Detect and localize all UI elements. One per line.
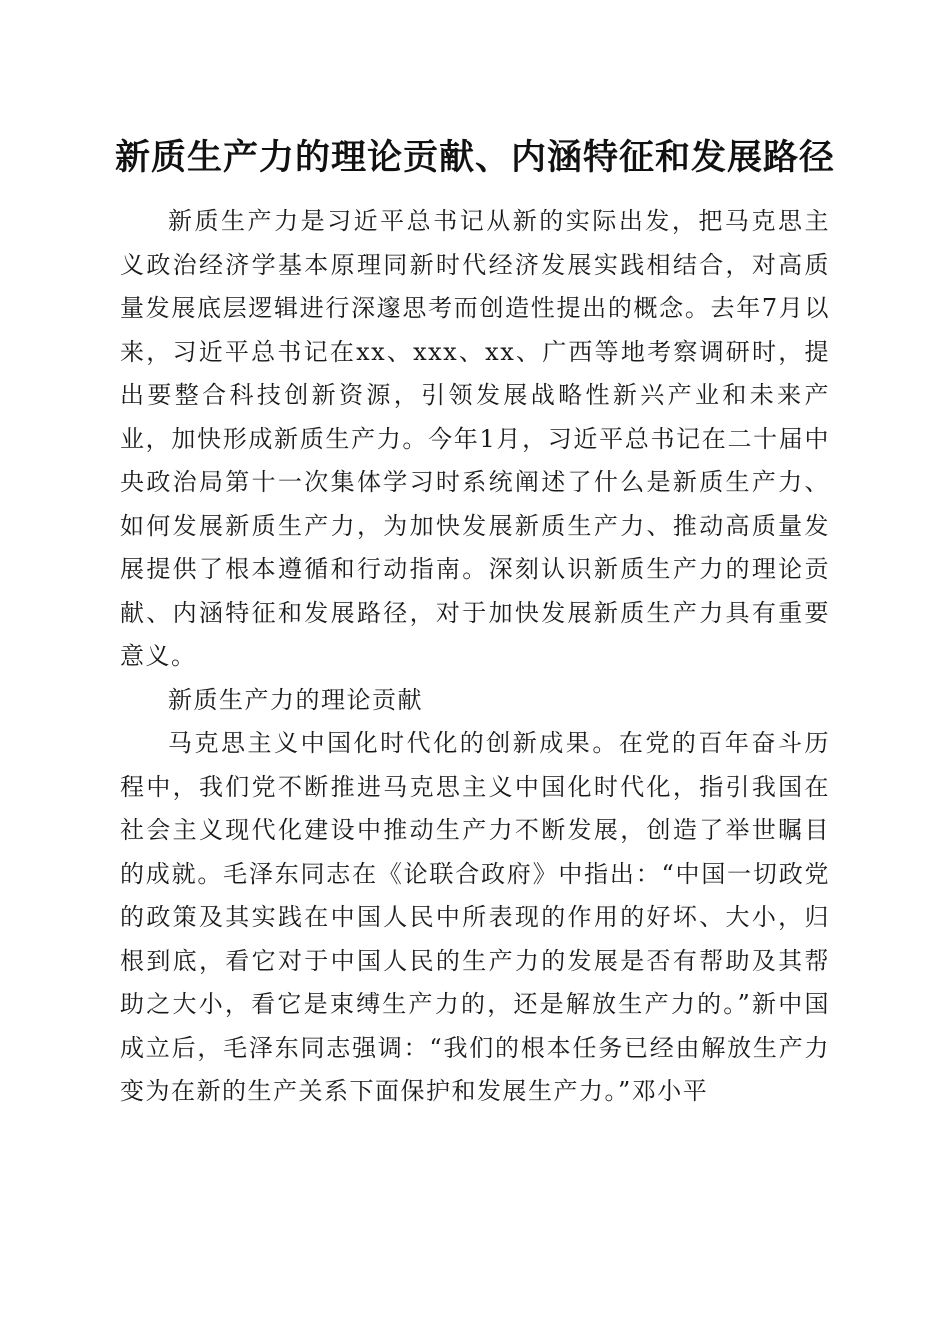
document-body bbox=[120, 200, 830, 1114]
document-title: 新质生产力的理论贡献、内涵特征和发展路径 bbox=[114, 137, 835, 178]
section-heading: 新质生产力的理论贡献 bbox=[168, 685, 423, 714]
section-paragraph: 马克思主义中国化时代化的创新成果。在党的百年奋斗历程中，我们党不断推进马克思主义中国化时代化，指引我国在社会主义现代化建设中推动生产力不断发展，创造了举世瞩目的成就。毛泽东同志在《论联合政府》中指出：“中国一切政党的政策及其实践在中国人民中所表现的作用的好坏、大小，归根到底，看它对于中国人民的生产力的发展是否有帮助及其帮助之大小，看它是束缚生产力的，还是解放生产力的。”新中国成立后，毛泽东同志强调：“我们的根本任务已经由解放生产力变为在新的生产关系下面保护和发展生产力。”邓小平 bbox=[120, 729, 830, 1105]
intro-paragraph: 新质生产力是习近平总书记从新的实际出发，把马克思主义政治经济学基本原理同新时代经济发展实践相结合，对高质量发展底层逻辑进行深邃思考而创造性提出的概念。去年7月以来，习近平总书记在xx、xxx、xx、广西等地考察调研时，提出要整合科技创新资源，引领发展战略性新兴产业和未来产业，加快形成新质生产力。今年1月，习近平总书记在二十届中央政治局第十一次集体学习时系统阐述了什么是新质生产力、如何发展新质生产力，为加快发展新质生产力、推动高质量发展提供了根本遵循和行动指南。深刻认识新质生产力的理论贡献、内涵特征和发展路径，对于加快发展新质生产力具有重要意义。 bbox=[120, 207, 830, 670]
